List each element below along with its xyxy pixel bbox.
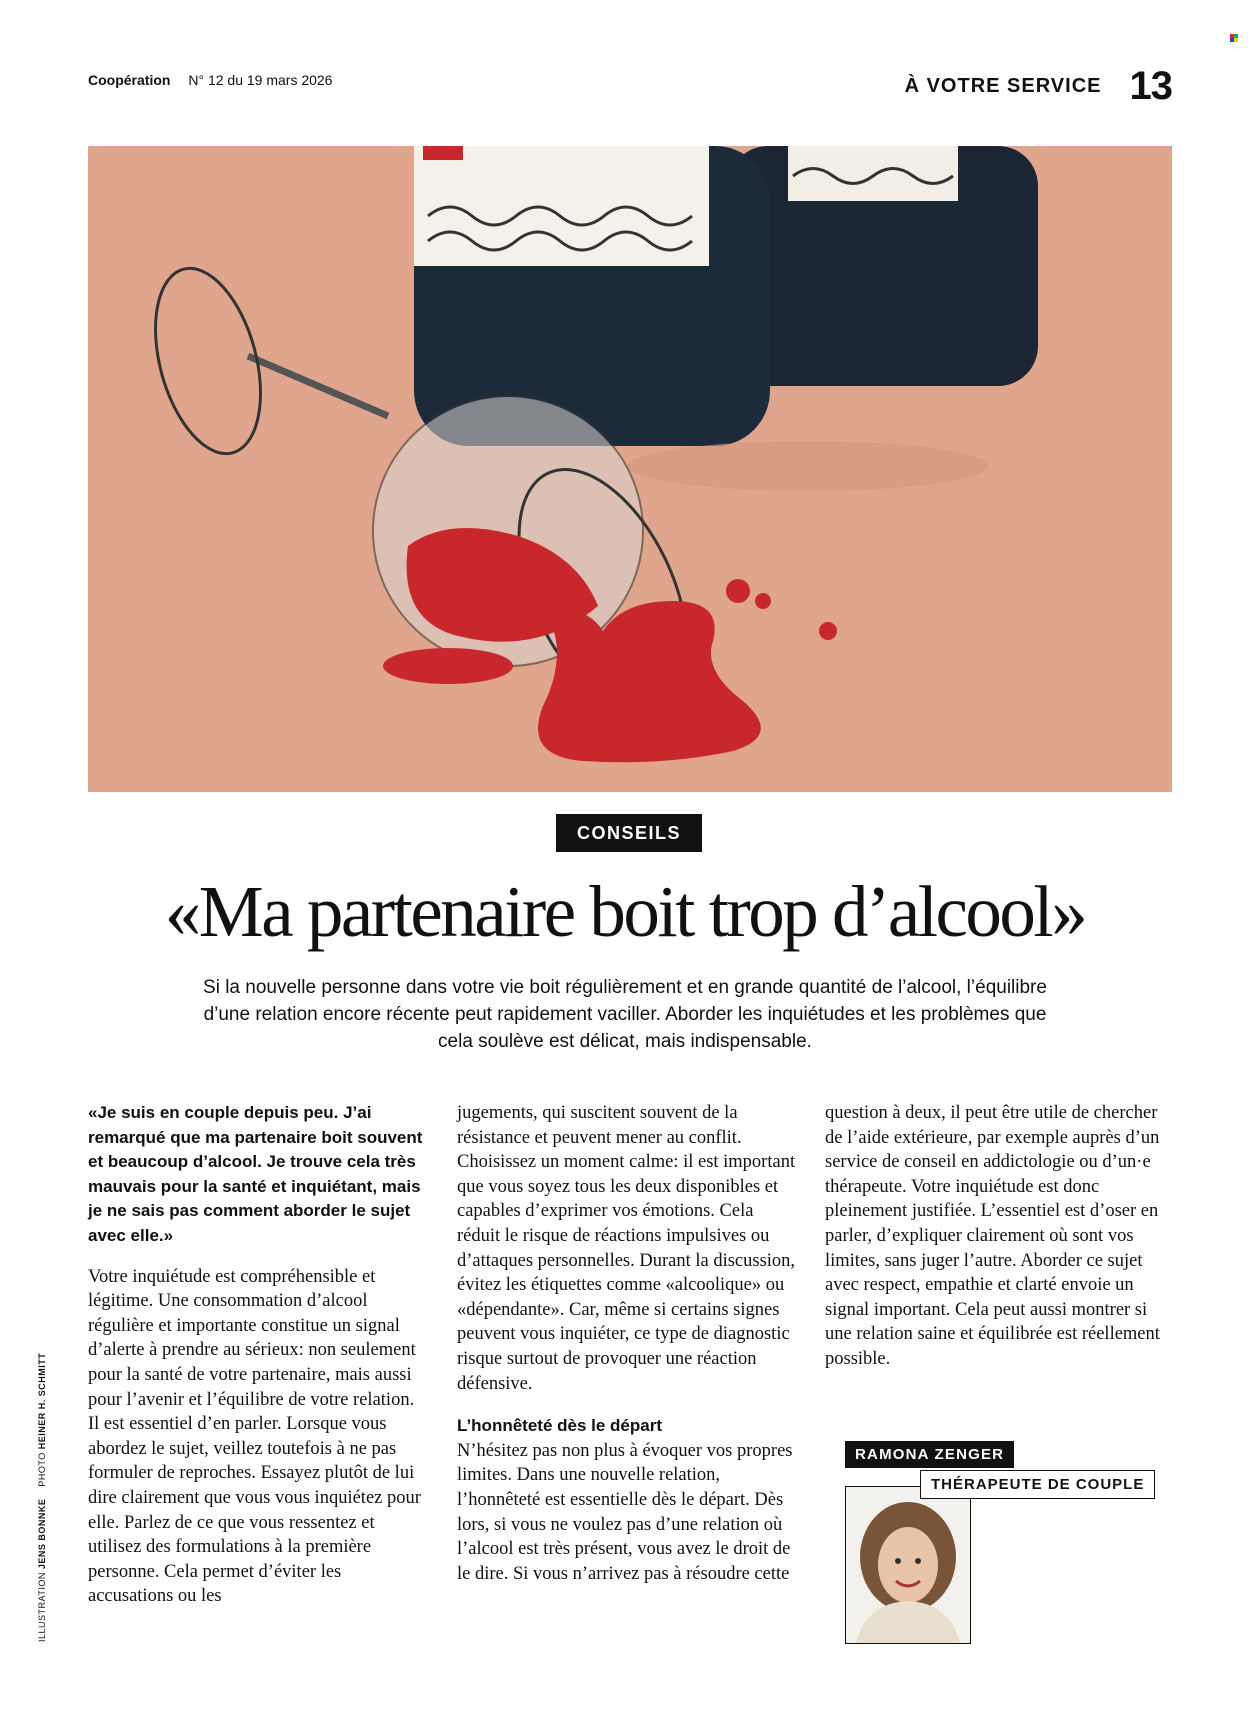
article-column-3: [825, 1101, 1170, 1372]
article-lead: Si la nouvelle personne dans votre vie boit régulièrement et en grande quantité de l’alcool, l’équilibre d’une relation encore récente peut rapidement vaciller. Aborder les inquiétudes et les problèmes que cela soulève est délicat, mais indispensable.: [203, 977, 1047, 1052]
answer-paragraph-3: N’hésitez pas non plus à évoquer vos propres limites. Dans une nouvelle relation, l’honnêteté est essentielle dès le départ. Dès lors, si vous ne voulez pas d’une relation où l’alcool est très présent, vous avez le droit de le dire. Si vous n’arrivez pas à résoudre cette: [457, 1440, 793, 1584]
answer-paragraph-2: jugements, qui suscitent souvent de la résistance et peuvent mener au conflit. Choisissez un moment calme: il est important que vous soyez tous les deux disponibles et capables d’exprimer vos émotions. Cela réduit le risque de réactions impulsives ou d’attaques personnelles. Durant la discussion, évitez les étiquettes comme «alcoolique» ou «dépendante». Car, même si certains signes peuvent vous inquiéter, ce type de diagnostic risque surtout de provoquer une réaction défensive.: [457, 1103, 796, 1394]
color-mark-icon: [1230, 34, 1238, 42]
section-name: À VOTRE SERVICE: [904, 75, 1102, 97]
header-section: [905, 64, 1172, 109]
wine-bottle-front-icon: [414, 146, 770, 446]
author-portrait: [845, 1486, 971, 1644]
issue-date: N° 12 du 19 mars 2026: [188, 72, 333, 88]
brand-name: Coopération: [88, 72, 171, 88]
article-column-2: [457, 1101, 797, 1586]
wine-bottle-back-icon: [728, 146, 1038, 386]
avatar: [846, 1487, 970, 1643]
author-name: RAMONA ZENGER: [845, 1441, 1014, 1468]
author-role: THÉRAPEUTE DE COUPLE: [920, 1470, 1155, 1499]
answer-paragraph-1: Votre inquiétude est compréhensible et légitime. Une consommation d’alcool régulière et importante constitue un signal d’alerte à prendre au sérieux: non seulement pour la santé de votre partenaire, mais aussi pour l’avenir et l’équilibre de votre relation. Il est essentiel d’en parler. Lorsque vous abordez le sujet, veillez toutefois à ne pas formuler de reproches. Essayez plutôt de lui dire clairement que vous vous inquiétez pour elle. Parlez de ce que vous ressentez et utilisez des formulations à la première personne. Cela permet d’éviter les accusations ou les: [88, 1266, 421, 1607]
page-number: 13: [1129, 64, 1172, 108]
article-column-1: [88, 1101, 428, 1609]
header-issue-info: [88, 72, 332, 88]
article-subheading: L’honnêteté dès le départ: [457, 1416, 662, 1436]
article-headline: «Ma partenaire boit trop d’alcool»: [164, 871, 1086, 952]
category-tag: CONSEILS: [556, 814, 702, 852]
answer-paragraph-4: question à deux, il peut être utile de chercher de l’aide extérieure, par exemple auprès d’un service de conseil en addictologie ou d’un·e thérapeute. Votre inquiétude est donc pleinement justifiée. L’essentiel est d’oser en parler, d’expliquer clairement où sont vos limites, sans juger l’autre. Aborder ce sujet avec respect, empathie et clarté envoie un signal important. Cela peut aussi montrer si une relation saine et équilibrée est réellement possible.: [825, 1103, 1160, 1369]
reader-question: «Je suis en couple depuis peu. J’ai remarqué que ma partenaire boit souvent et beaucoup d’alcool. Je trouve cela très mauvais pour la santé et inquiétant, mais je ne sais pas comment aborder le sujet avec elle.»: [88, 1103, 423, 1245]
wine-illustration: [88, 146, 1172, 792]
image-credits: ILLUSTRATION JENS BONNKE PHOTO HEINER H. SCHMITT: [37, 1352, 47, 1642]
